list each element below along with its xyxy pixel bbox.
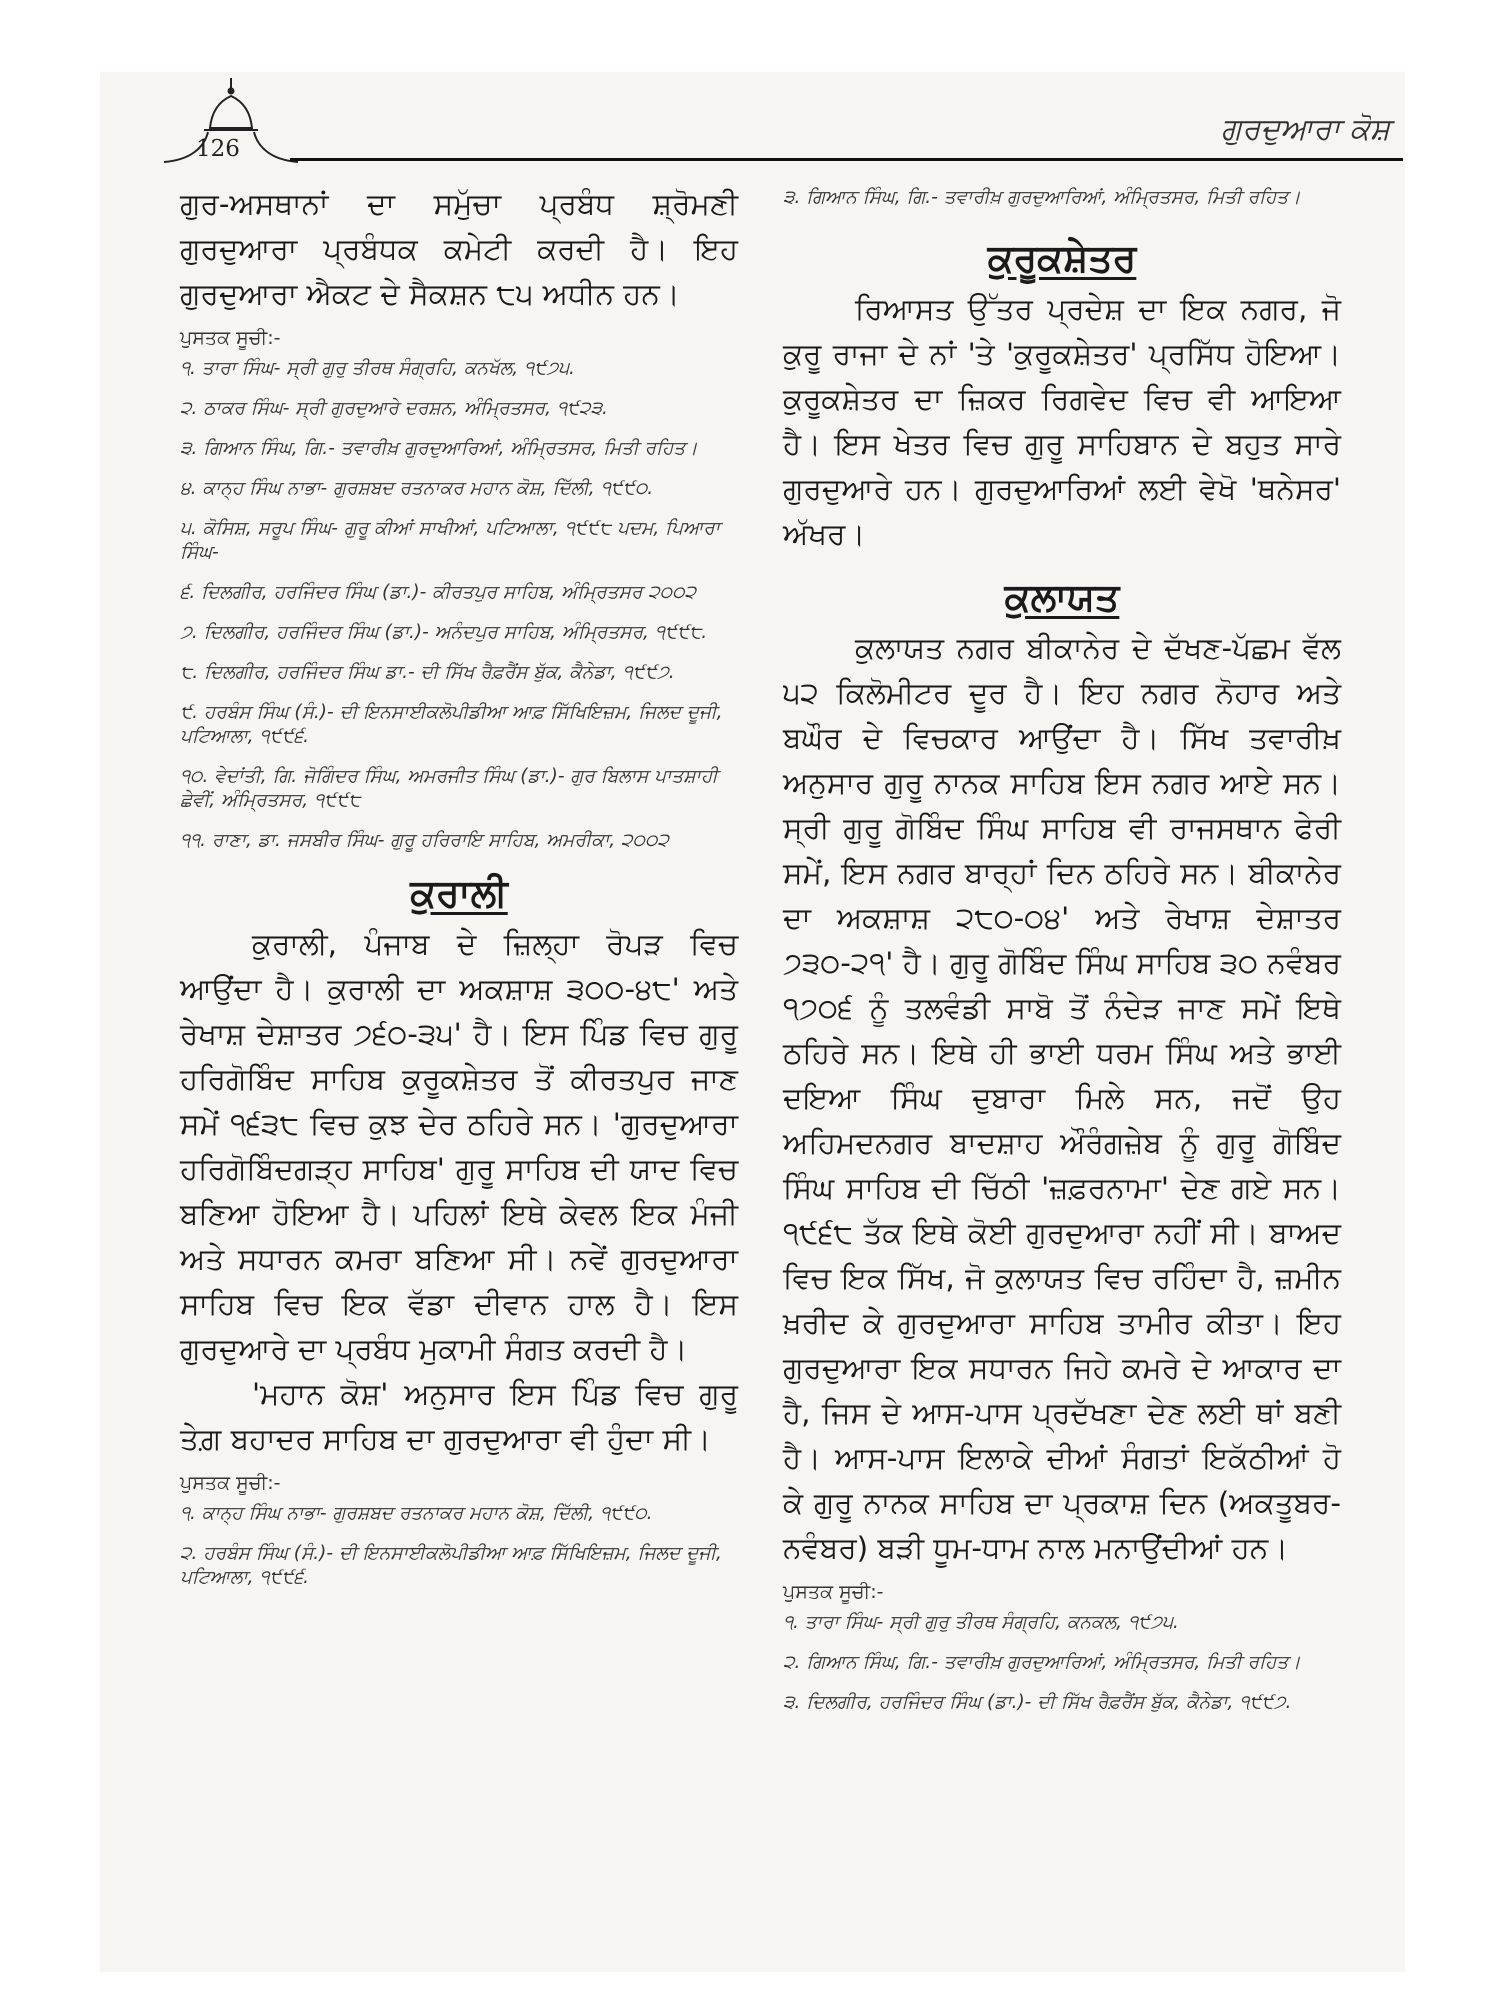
bib-entry: ੩. ਗਿਆਨ ਸਿੰਘ, ਗਿ.- ਤਵਾਰੀਖ਼ ਗੁਰਦੁਆਰਿਆਂ, ਅੰਮ੍ਰਿਤਸਰ, ਮਿਤੀ ਰਹਿਤ। — [180, 438, 698, 459]
page-number: 126 — [196, 136, 240, 162]
bibliography-label: ਪੁਸਤਕ ਸੂਚੀ:- — [180, 327, 281, 349]
intro-paragraph: ਗੁਰ-ਅਸਥਾਨਾਂ ਦਾ ਸਮੁੱਚਾ ਪ੍ਰਬੰਧ ਸ਼੍ਰੋਮਣੀ ਗੁਰਦੁਆਰਾ ਪ੍ਰਬੰਧਕ ਕਮੇਟੀ ਕਰਦੀ ਹੈ। ਇਹ ਗੁਰਦੁਆਰਾ ਐਕਟ ਦੇ ਸੈਕਸ਼ਨ ੮੫ ਅਧੀਨ ਹਨ। — [180, 187, 738, 311]
bib-entry: ੭. ਦਿਲਗੀਰ, ਹਰਜਿੰਦਰ ਸਿੰਘ (ਡਾ.)- ਅਨੰਦਪੁਰ ਸਾਹਿਬ, ਅੰਮ੍ਰਿਤਸਰ, ੧੯੯੮. — [180, 622, 708, 643]
bib-entry: ੪. ਕਾਨ੍ਹ ਸਿੰਘ ਨਾਭਾ- ਗੁਰਸ਼ਬਦ ਰਤਨਾਕਰ ਮਹਾਨ ਕੋਸ਼, ਦਿੱਲੀ, ੧੯੯੦. — [180, 478, 654, 499]
bibliography-list — [783, 1611, 1341, 1715]
bib-entry: ੧. ਤਾਰਾ ਸਿੰਘ- ਸ੍ਰੀ ਗੁਰੁ ਤੀਰਥ ਸੰਗ੍ਰਹਿ, ਕਨਕਲ, ੧੯੭੫. — [783, 1612, 1179, 1633]
bib-entry: ੫. ਕੋਸਿਸ਼, ਸਰੂਪ ਸਿੰਘ- ਗੁਰੂ ਕੀਆਂ ਸਾਖੀਆਂ, ਪਟਿਆਲਾ, ੧੯੯੮ ਪਦਮ, ਪਿਆਰਾ ਸਿੰਘ- — [180, 518, 720, 563]
header-rule — [290, 158, 1403, 161]
left-column — [180, 182, 738, 1606]
running-title: ਗੁਰਦੁਆਰਾ ਕੋਸ਼ — [1220, 112, 1390, 147]
bibliography-list — [180, 1502, 738, 1590]
bibliography-list — [180, 357, 738, 853]
bibliography-label: ਪੁਸਤਕ ਸੂਚੀ:- — [783, 1581, 884, 1603]
right-column — [783, 182, 1341, 1731]
bib-entry: ੨. ਠਾਕਰ ਸਿੰਘ- ਸ੍ਰੀ ਗੁਰਦੁਆਰੇ ਦਰਸ਼ਨ, ਅੰਮ੍ਰਿਤਸਰ, ੧੯੨੩. — [180, 398, 608, 419]
bibliography-label: ਪੁਸਤਕ ਸੂਚੀ:- — [180, 1472, 281, 1494]
bib-entry-continued: ੩. ਗਿਆਨ ਸਿੰਘ, ਗਿ.- ਤਵਾਰੀਖ਼ ਗੁਰਦੁਆਰਿਆਂ, ਅੰਮ੍ਰਿਤਸਰ, ਮਿਤੀ ਰਹਿਤ। — [783, 187, 1301, 208]
bib-entry: ੨. ਗਿਆਨ ਸਿੰਘ, ਗਿ.- ਤਵਾਰੀਖ਼ ਗੁਰਦੁਆਰਿਆਂ, ਅੰਮ੍ਰਿਤਸਰ, ਮਿਤੀ ਰਹਿਤ। — [783, 1652, 1301, 1673]
kurali-paragraph-2: 'ਮਹਾਨ ਕੋਸ਼' ਅਨੁਸਾਰ ਇਸ ਪਿੰਡ ਵਿਚ ਗੁਰੂ ਤੇਗ਼ ਬਹਾਦਰ ਸਾਹਿਬ ਦਾ ਗੁਰਦੁਆਰਾ ਵੀ ਹੁੰਦਾ ਸੀ। — [180, 1377, 738, 1456]
bib-entry: ੧੧. ਰਾਣਾ, ਡਾ. ਜਸਬੀਰ ਸਿੰਘ- ਗੁਰੂ ਹਰਿਰਾਇ ਸਾਹਿਬ, ਅਮਰੀਕਾ, ੨੦੦੨ — [180, 830, 669, 851]
kulayat-paragraph: ਕੁਲਾਯਤ ਨਗਰ ਬੀਕਾਨੇਰ ਦੇ ਦੱਖਣ-ਪੱਛਮ ਵੱਲ ੫੨ ਕਿਲੋਮੀਟਰ ਦੂਰ ਹੈ। ਇਹ ਨਗਰ ਨੋਹਾਰ ਅਤੇ ਬਘੌਰ ਦੇ ਵਿਚਕਾਰ ਆਉਂਦਾ ਹੈ। ਸਿੱਖ ਤਵਾਰੀਖ਼ ਅਨੁਸਾਰ ਗੁਰੂ ਨਾਨਕ ਸਾਹਿਬ ਇਸ ਨਗਰ ਆਏ ਸਨ। ਸ੍ਰੀ ਗੁਰੂ ਗੋਬਿੰਦ ਸਿੰਘ ਸਾਹਿਬ ਵੀ ਰਾਜਸਥਾਨ ਫੇਰੀ ਸਮੇਂ, ਇਸ ਨਗਰ ਬਾਰ੍ਹਾਂ ਦਿਨ ਠਹਿਰੇ ਸਨ। ਬੀਕਾਨੇਰ ਦਾ ਅਕਸ਼ਾਸ਼ ੨੮੦-੦੪' ਅਤੇ ਰੇਖਾਸ਼ ਦੇਸ਼ਾਤਰ ੭੩੦-੨੧' ਹੈ। ਗੁਰੂ ਗੋਬਿੰਦ ਸਿੰਘ ਸਾਹਿਬ ੩੦ ਨਵੰਬਰ ੧੭੦੬ ਨੂੰ ਤਲਵੰਡੀ ਸਾਬੋ ਤੋਂ ਨੰਦੇੜ ਜਾਣ ਸਮੇਂ ਇਥੇ ਠਹਿਰੇ ਸਨ। ਇਥੇ ਹੀ ਭਾਈ ਧਰਮ ਸਿੰਘ ਅਤੇ ਭਾਈ ਦਇਆ ਸਿੰਘ ਦੁਬਾਰਾ ਮਿਲੇ ਸਨ, ਜਦੋਂ ਉਹ ਅਹਿਮਦਨਗਰ ਬਾਦਸ਼ਾਹ ਔਰੰਗਜ਼ੇਬ ਨੂੰ ਗੁਰੂ ਗੋਬਿੰਦ ਸਿੰਘ ਸਾਹਿਬ ਦੀ ਚਿੱਠੀ 'ਜ਼ਫ਼ਰਨਾਮਾ' ਦੇਣ ਗਏ ਸਨ। ੧੯੬੮ ਤੱਕ ਇਥੇ ਕੋਈ ਗੁਰਦੁਆਰਾ ਨਹੀਂ ਸੀ। ਬਾਅਦ ਵਿਚ ਇਕ ਸਿੱਖ, ਜੋ ਕੁਲਾਯਤ ਵਿਚ ਰਹਿੰਦਾ ਹੈ, ਜ਼ਮੀਨ ਖ਼ਰੀਦ ਕੇ ਗੁਰਦੁਆਰਾ ਸਾਹਿਬ ਤਾਮੀਰ ਕੀਤਾ। ਇਹ ਗੁਰਦੁਆਰਾ ਇਕ ਸਧਾਰਨ ਜਿਹੇ ਕਮਰੇ ਦੇ ਆਕਾਰ ਦਾ ਹੈ, ਜਿਸ ਦੇ ਆਸ-ਪਾਸ ਪ੍ਰਦੱਖਣਾ ਦੇਣ ਲਈ ਥਾਂ ਬਣੀ ਹੈ। ਆਸ-ਪਾਸ ਇਲਾਕੇ ਦੀਆਂ ਸੰਗਤਾਂ ਇਕੱਠੀਆਂ ਹੋ ਕੇ ਗੁਰੂ ਨਾਨਕ ਸਾਹਿਬ ਦਾ ਪ੍ਰਕਾਸ਼ ਦਿਨ (ਅਕਤੂਬਰ-ਨਵੰਬਰ) ਬੜੀ ਧੂਮ-ਧਾਮ ਨਾਲ ਮਨਾਉਂਦੀਆਂ ਹਨ। — [783, 631, 1341, 1565]
section-heading-kurali: ਕੁਰਾਲੀ — [410, 871, 508, 915]
bib-entry: ੯. ਹਰਬੰਸ ਸਿੰਘ (ਸੰ.)- ਦੀ ਇਨਸਾਈਕਲੋਪੀਡੀਆ ਆਫ਼ ਸਿੱਖਿਇਜ਼ਮ, ਜਿਲਦ ਦੂਜੀ, ਪਟਿਆਲਾ, ੧੯੯੬. — [180, 702, 723, 747]
kurali-paragraph-1: ਕੁਰਾਲੀ, ਪੰਜਾਬ ਦੇ ਜ਼ਿਲ੍ਹਾ ਰੋਪੜ ਵਿਚ ਆਉਂਦਾ ਹੈ। ਕੁਰਾਲੀ ਦਾ ਅਕਸ਼ਾਸ਼ ੩੦੦-੪੮' ਅਤੇ ਰੇਖਾਸ਼ ਦੇਸ਼ਾਤਰ ੭੬੦-੩੫' ਹੈ। ਇਸ ਪਿੰਡ ਵਿਚ ਗੁਰੂ ਹਰਿਗੋਬਿੰਦ ਸਾਹਿਬ ਕੁਰੂਕਸ਼ੇਤਰ ਤੋਂ ਕੀਰਤਪੁਰ ਜਾਣ ਸਮੇਂ ੧੬੩੮ ਵਿਚ ਕੁਝ ਦੇਰ ਠਹਿਰੇ ਸਨ। 'ਗੁਰਦੁਆਰਾ ਹਰਿਗੋਬਿੰਦਗੜ੍ਹ ਸਾਹਿਬ' ਗੁਰੂ ਸਾਹਿਬ ਦੀ ਯਾਦ ਵਿਚ ਬਣਿਆ ਹੋਇਆ ਹੈ। ਪਹਿਲਾਂ ਇਥੇ ਕੇਵਲ ਇਕ ਮੰਜੀ ਅਤੇ ਸਧਾਰਨ ਕਮਰਾ ਬਣਿਆ ਸੀ। ਨਵੇਂ ਗੁਰਦੁਆਰਾ ਸਾਹਿਬ ਵਿਚ ਇਕ ਵੱਡਾ ਦੀਵਾਨ ਹਾਲ ਹੈ। ਇਸ ਗੁਰਦੁਆਰੇ ਦਾ ਪ੍ਰਬੰਧ ਮੁਕਾਮੀ ਸੰਗਤ ਕਰਦੀ ਹੈ। — [180, 927, 738, 1366]
section-heading-kulayat: ਕੁਲਾਯਤ — [1004, 575, 1120, 619]
bib-entry: ੬. ਦਿਲਗੀਰ, ਹਰਜਿੰਦਰ ਸਿੰਘ (ਡਾ.)- ਕੀਰਤਪੁਰ ਸਾਹਿਬ, ਅੰਮ੍ਰਿਤਸਰ ੨੦੦੨ — [180, 582, 697, 603]
section-heading-kurukshetra: ਕੁਰੂਕਸ਼ੇਤਰ — [987, 236, 1137, 280]
kurukshetra-paragraph: ਰਿਆਸਤ ਉੱਤਰ ਪ੍ਰਦੇਸ਼ ਦਾ ਇਕ ਨਗਰ, ਜੋ ਕੁਰੂ ਰਾਜਾ ਦੇ ਨਾਂ 'ਤੇ 'ਕੁਰੂਕਸ਼ੇਤਰ' ਪ੍ਰਸਿੱਧ ਹੋਇਆ। ਕੁਰੂਕਸ਼ੇਤਰ ਦਾ ਜ਼ਿਕਰ ਰਿਗਵੇਦ ਵਿਚ ਵੀ ਆਇਆ ਹੈ। ਇਸ ਖੇਤਰ ਵਿਚ ਗੁਰੂ ਸਾਹਿਬਾਨ ਦੇ ਬਹੁਤ ਸਾਰੇ ਗੁਰਦੁਆਰੇ ਹਨ। ਗੁਰਦੁਆਰਿਆਂ ਲਈ ਵੇਖੋ 'ਥਨੇਸਰ' ਅੱਖਰ। — [783, 292, 1341, 551]
bib-entry: ੨. ਹਰਬੰਸ ਸਿੰਘ (ਸੰ.)- ਦੀ ਇਨਸਾਈਕਲੋਪੀਡੀਆ ਆਫ਼ ਸਿੱਖਿਇਜ਼ਮ, ਜਿਲਦ ਦੂਜੀ, ਪਟਿਆਲਾ, ੧੯੯੬. — [180, 1543, 722, 1588]
bib-entry: ੧. ਕਾਨ੍ਹ ਸਿੰਘ ਨਾਭਾ- ਗੁਰਸ਼ਬਦ ਰਤਨਾਕਰ ਮਹਾਨ ਕੋਸ਼, ਦਿੱਲੀ, ੧੯੯੦. — [180, 1503, 653, 1524]
bib-entry: ੩. ਦਿਲਗੀਰ, ਹਰਜਿੰਦਰ ਸਿੰਘ (ਡਾ.)- ਦੀ ਸਿੱਖ ਰੈਫ਼ਰੈਂਸ ਬੁੱਕ, ਕੈਨੇਡਾ, ੧੯੯੭. — [783, 1692, 1292, 1713]
bib-entry: ੮. ਦਿਲਗੀਰ, ਹਰਜਿੰਦਰ ਸਿੰਘ ਡਾ.- ਦੀ ਸਿੱਖ ਰੈਫ਼ਰੈਂਸ ਬੁੱਕ, ਕੈਨੇਡਾ, ੧੯੯੭. — [180, 662, 675, 683]
bib-entry: ੧. ਤਾਰਾ ਸਿੰਘ- ਸ੍ਰੀ ਗੁਰੁ ਤੀਰਥ ਸੰਗ੍ਰਹਿ, ਕਨਖੱਲ, ੧੯੭੫. — [180, 358, 575, 379]
bib-entry: ੧੦. ਵੇਦਾਂਤੀ, ਗਿ. ਜੋਗਿੰਦਰ ਸਿੰਘ, ਅਮਰਜੀਤ ਸਿੰਘ (ਡਾ.)- ਗੁਰ ਬਿਲਾਸ ਪਾਤਸ਼ਾਹੀ ਛੇਵੀਂ, ਅੰਮ੍ਰਿਤਸਰ, ੧੯੯੮ — [180, 766, 718, 811]
